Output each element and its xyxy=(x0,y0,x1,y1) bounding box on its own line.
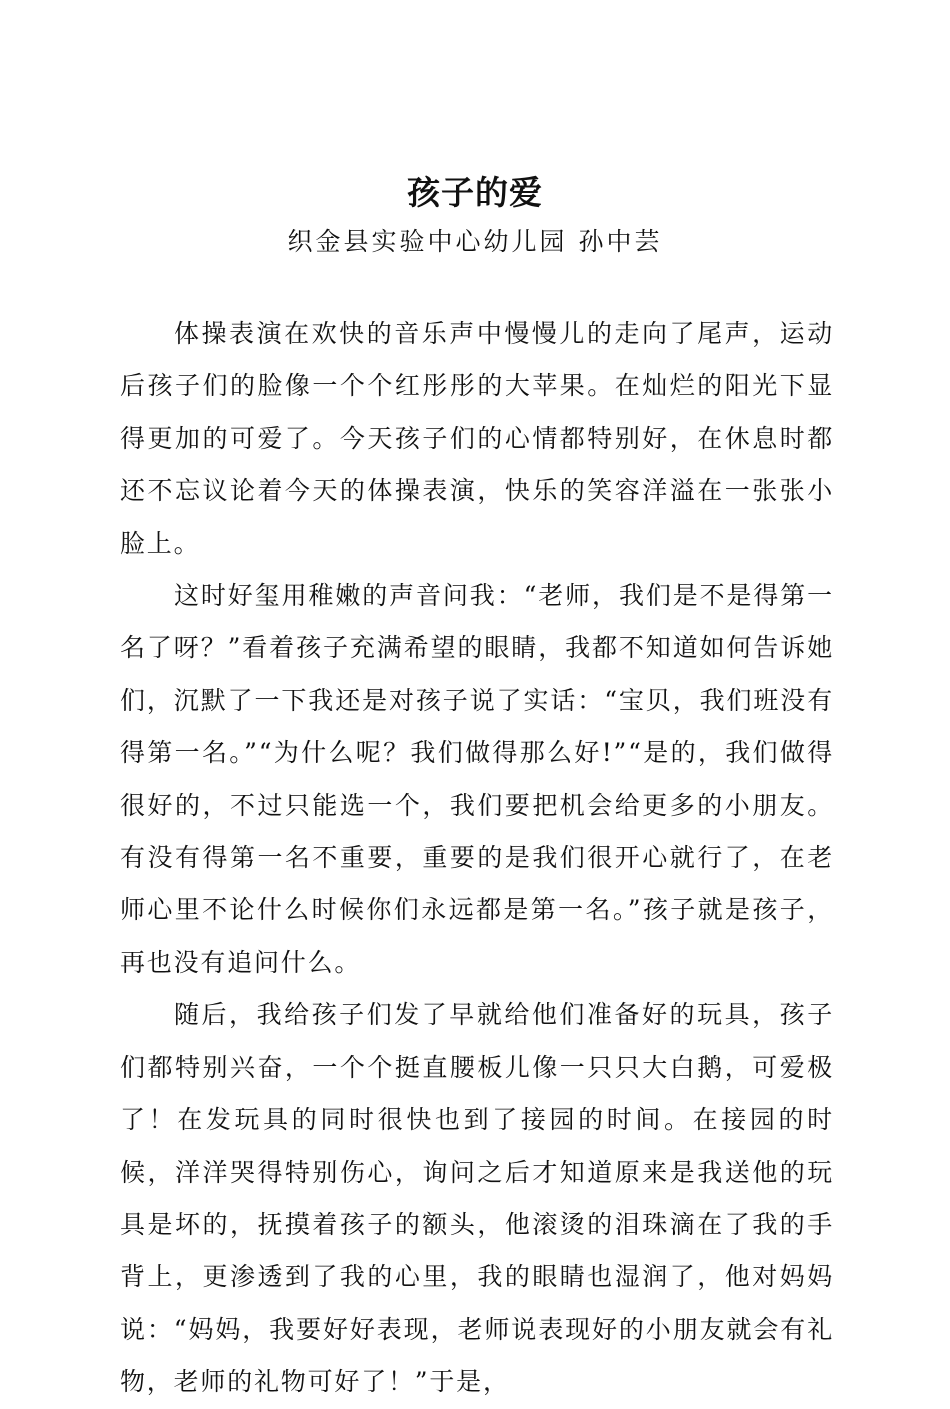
author-byline: 织金县实验中心幼儿园 孙中芸 xyxy=(287,227,663,256)
paragraph-1: 体操表演在欢快的音乐声中慢慢儿的走向了尾声，运动后孩子们的脸像一个个红彤彤的大苹果。在灿烂的阳光下显得更加的可爱了。今天孩子们的心情都特别好，在休息时都还不忘议论着今天的体操表演，快乐的笑容洋溢在一张张小脸上。 xyxy=(120,319,834,558)
paragraph-2: 这时好玺用稚嫩的声音问我：“老师，我们是不是得第一名了呀？”看着孩子充满希望的眼睛，我都不知道如何告诉她们，沉默了一下我还是对孩子说了实话：“宝贝，我们班没有得第一名。”“为什么呢？我们做得那么好!”“是的，我们做得很好的，不过只能选一个，我们要把机会给更多的小朋友。有没有得第一名不重要，重要的是我们很开心就行了，在老师心里不论什么时候你们永远都是第一名。”孩子就是孩子，再也没有追问什么。 xyxy=(120,581,834,977)
paragraph-3: 随后，我给孩子们发了早就给他们准备好的玩具，孩子们都特别兴奋，一个个挺直腰板儿像一只只大白鹅，可爱极了！在发玩具的同时很快也到了接园的时间。在接园的时候，洋洋哭得特别伤心，询问之后才知道原来是我送他的玩具是坏的，抚摸着孩子的额头，他滚烫的泪珠滴在了我的手背上，更渗透到了我的心里，我的眼睛也湿润了，他对妈妈说：“妈妈，我要好好表现，老师说表现好的小朋友就会有礼物，老师的礼物可好了！”于是， xyxy=(120,1000,834,1397)
document-title: 孩子的爱 xyxy=(407,173,543,212)
article-body xyxy=(120,308,834,1409)
